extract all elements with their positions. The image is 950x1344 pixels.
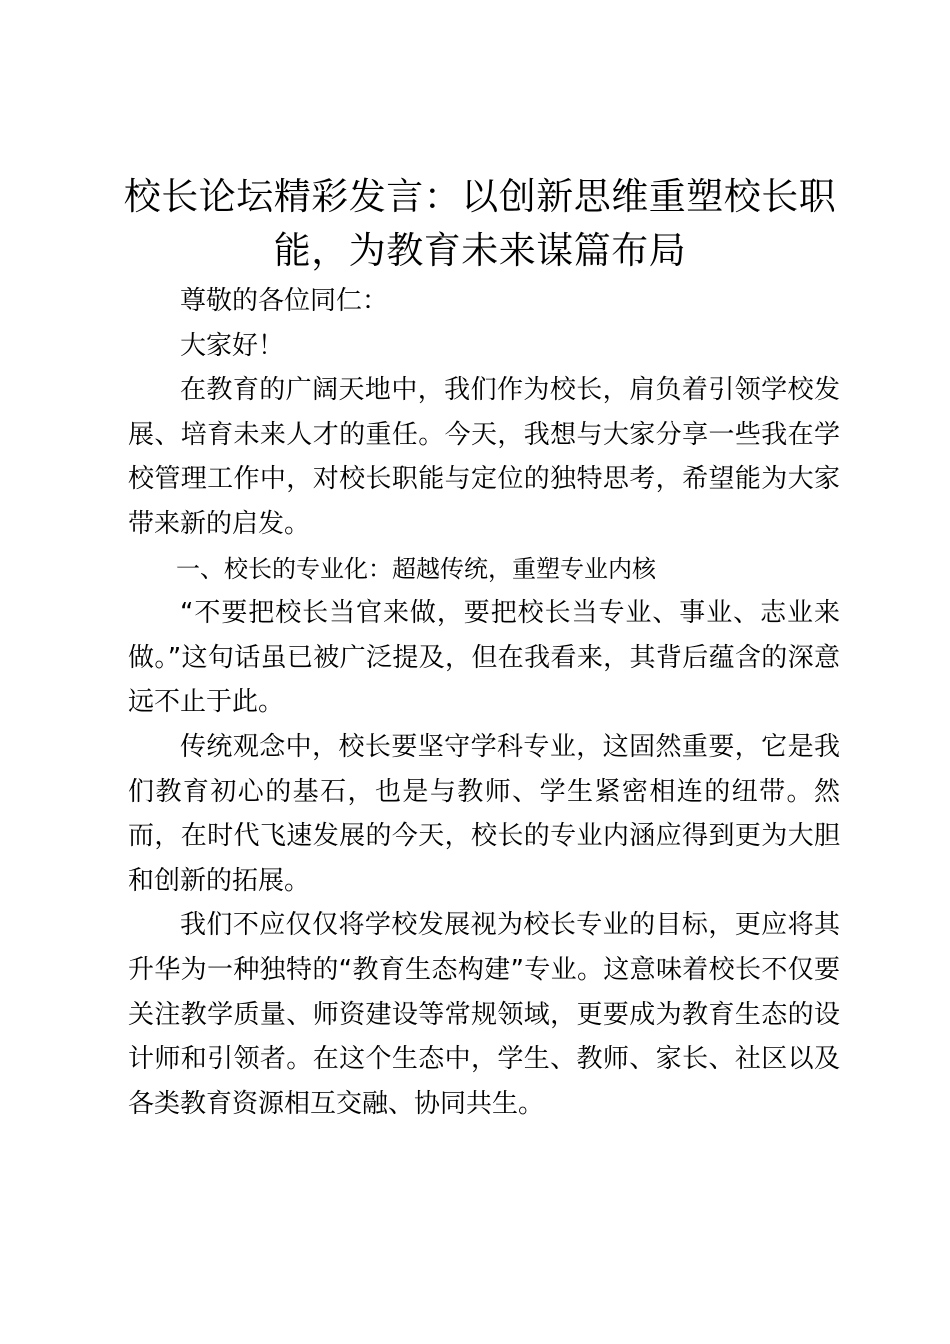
- intro-paragraph: 在教育的广阔天地中，我们作为校长，肩负着引领学校发展、培育未来人才的重任。今天，我想与大家分享一些我在学校管理工作中，对校长职能与定位的独特思考，希望能为大家带来新的启发。: [128, 375, 840, 539]
- tradition-paragraph: 传统观念中，校长要坚守学科专业，这固然重要，它是我们教育初心的基石，也是与教师、学生紧密相连的纽带。然而，在时代飞速发展的今天，校长的专业内涵应得到更为大胆和创新的拓展。: [128, 731, 840, 896]
- document-title: 校长论坛精彩发言：以创新思维重塑校长职能，为教育未来谋篇布局: [123, 175, 837, 272]
- quote-paragraph: “不要把校长当官来做，要把校长当专业、事业、志业来做。”这句话虽已被广泛提及，但在我看来，其背后蕴含的深意远不止于此。: [128, 598, 840, 718]
- greeting: 大家好！: [180, 330, 285, 361]
- document-body: [128, 279, 840, 1126]
- salutation: 尊敬的各位同仁：: [180, 286, 389, 316]
- section-heading: 一、校长的专业化：超越传统，重塑专业内核: [176, 554, 656, 583]
- ecology-paragraph: 我们不应仅仅将学校发展视为校长专业的目标，更应将其升华为一种独特的“教育生态构建”专业。这意味着校长不仅要关注教学质量、师资建设等常规领域，更要成为教育生态的设计师和引领者。在这个生态中，学生、教师、家长、社区以及各类教育资源相互交融、协同共生。: [128, 910, 840, 1119]
